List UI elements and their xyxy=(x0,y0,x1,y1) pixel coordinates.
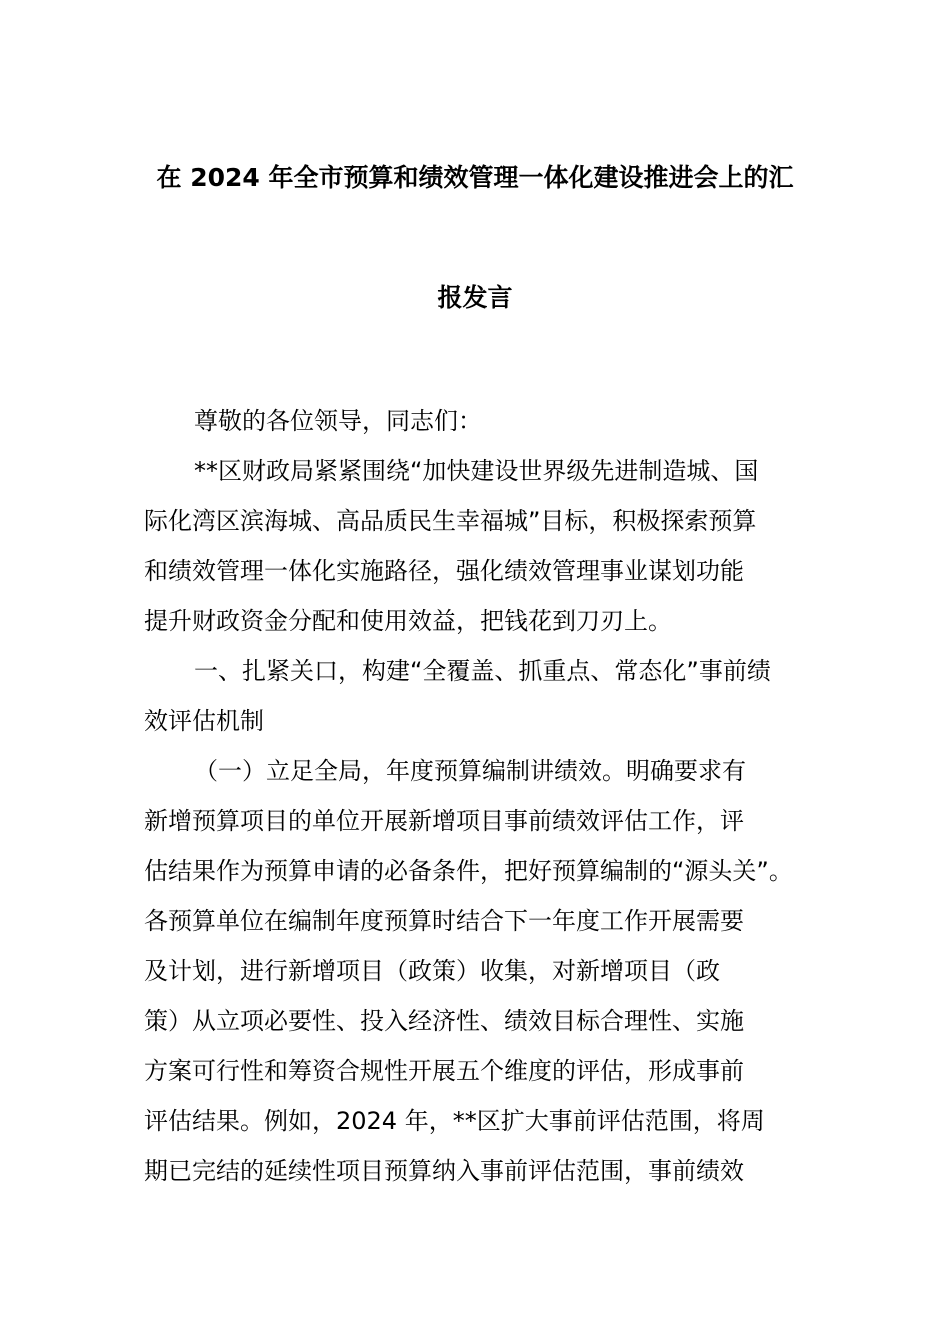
paragraph-line: 期已完结的延续性项目预算纳入事前评估范围，事前绩效 xyxy=(144,1157,744,1185)
paragraph-line: 际化湾区滨海城、高品质民生幸福城”目标，积极探索预算 xyxy=(144,507,757,535)
paragraph-line: 和绩效管理一体化实施路径，强化绩效管理事业谋划功能 xyxy=(144,557,744,585)
paragraph-line: 及计划，进行新增项目（政策）收集，对新增项目（政 xyxy=(144,957,720,985)
document-title-line-1: 在 2024 年全市预算和绩效管理一体化建设推进会上的汇 xyxy=(156,163,794,192)
paragraph-line: 策）从立项必要性、投入经济性、绩效目标合理性、实施 xyxy=(144,1007,744,1035)
paragraph-line: （一）立足全局，年度预算编制讲绩效。明确要求有 xyxy=(194,757,746,785)
paragraph-line: 新增预算项目的单位开展新增项目事前绩效评估工作，评 xyxy=(144,807,744,835)
paragraph-line: 各预算单位在编制年度预算时结合下一年度工作开展需要 xyxy=(144,907,744,935)
paragraph-line: 方案可行性和筹资合规性开展五个维度的评估，形成事前 xyxy=(144,1057,744,1085)
paragraph-line: 评估结果。例如，2024 年，**区扩大事前评估范围，将周 xyxy=(144,1107,765,1135)
paragraph-line: **区财政局紧紧围绕“加快建设世界级先进制造城、国 xyxy=(194,457,759,485)
paragraph-line: 估结果作为预算申请的必备条件，把好预算编制的“源头关”。 xyxy=(144,857,793,885)
document-title-line-2: 报发言 xyxy=(437,283,513,312)
section-heading-line: 一、扎紧关口，构建“全覆盖、抓重点、常态化”事前绩 xyxy=(194,657,771,685)
section-heading-line: 效评估机制 xyxy=(144,707,264,735)
salutation-line: 尊敬的各位领导，同志们： xyxy=(194,407,482,435)
paragraph-line: 提升财政资金分配和使用效益，把钱花到刀刃上。 xyxy=(144,607,672,635)
